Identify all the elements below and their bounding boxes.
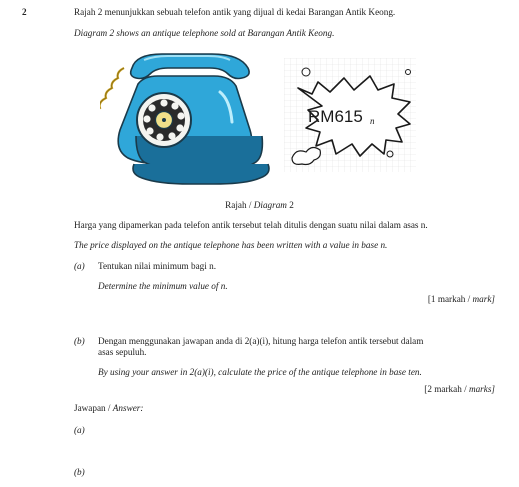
intro-malay: Rajah 2 menunjukkan sebuah telefon antik yang dijual di kedai Barangan Antik Keong. xyxy=(74,7,396,17)
statement-english: The price displayed on the antique telephone has been written with a value in base n. xyxy=(74,240,388,250)
antique-telephone-image xyxy=(100,48,272,188)
answer-b-label: (b) xyxy=(74,467,85,477)
part-a-label: (a) xyxy=(74,261,85,271)
price-tag-value: RM615 xyxy=(308,107,363,126)
question-number: 2 xyxy=(22,7,27,17)
caption-separator: / xyxy=(246,200,254,210)
part-a-marks-separator: / xyxy=(465,294,473,304)
part-b-english: By using your answer in 2(a)(i), calculate the price of the antique telephone in base ten. xyxy=(98,367,422,377)
part-b-malay-line2: asas sepuluh. xyxy=(98,347,147,357)
diagram-caption xyxy=(0,199,519,211)
part-b-marks-malay: [2 markah xyxy=(424,384,462,394)
answer-label-english: Answer: xyxy=(112,403,144,413)
part-b-label: (b) xyxy=(74,336,85,346)
caption-malay: Rajah xyxy=(225,200,247,210)
answer-label-malay: Jawapan / xyxy=(74,403,113,413)
caption-number: 2 xyxy=(289,200,294,210)
statement-malay: Harga yang dipamerkan pada telefon antik tersebut telah ditulis dengan suatu nilai dalam asas n. xyxy=(74,220,428,230)
caption-english: Diagram xyxy=(253,200,287,210)
part-a-marks-malay: [1 markah xyxy=(427,294,466,304)
answer-heading xyxy=(74,402,143,414)
intro-english: Diagram 2 shows an antique telephone sold at Barangan Antik Keong. xyxy=(74,28,335,38)
part-a-malay: Tentukan nilai minimum bagi n. xyxy=(98,261,217,271)
price-tag-base: n xyxy=(370,116,375,126)
price-tag-burst xyxy=(284,58,416,172)
part-b-marks-separator: / xyxy=(461,384,469,394)
part-a-marks xyxy=(428,293,495,305)
part-a-marks-english: mark] xyxy=(472,294,495,304)
part-a-english: Determine the minimum value of n. xyxy=(98,281,228,291)
answer-a-label: (a) xyxy=(74,425,85,435)
part-b-malay-line1: Dengan menggunakan jawapan anda di 2(a)(i), hitung harga telefon antik tersebut dalam xyxy=(98,336,424,346)
part-b-marks-english: marks] xyxy=(468,384,495,394)
part-b-marks xyxy=(424,383,495,395)
